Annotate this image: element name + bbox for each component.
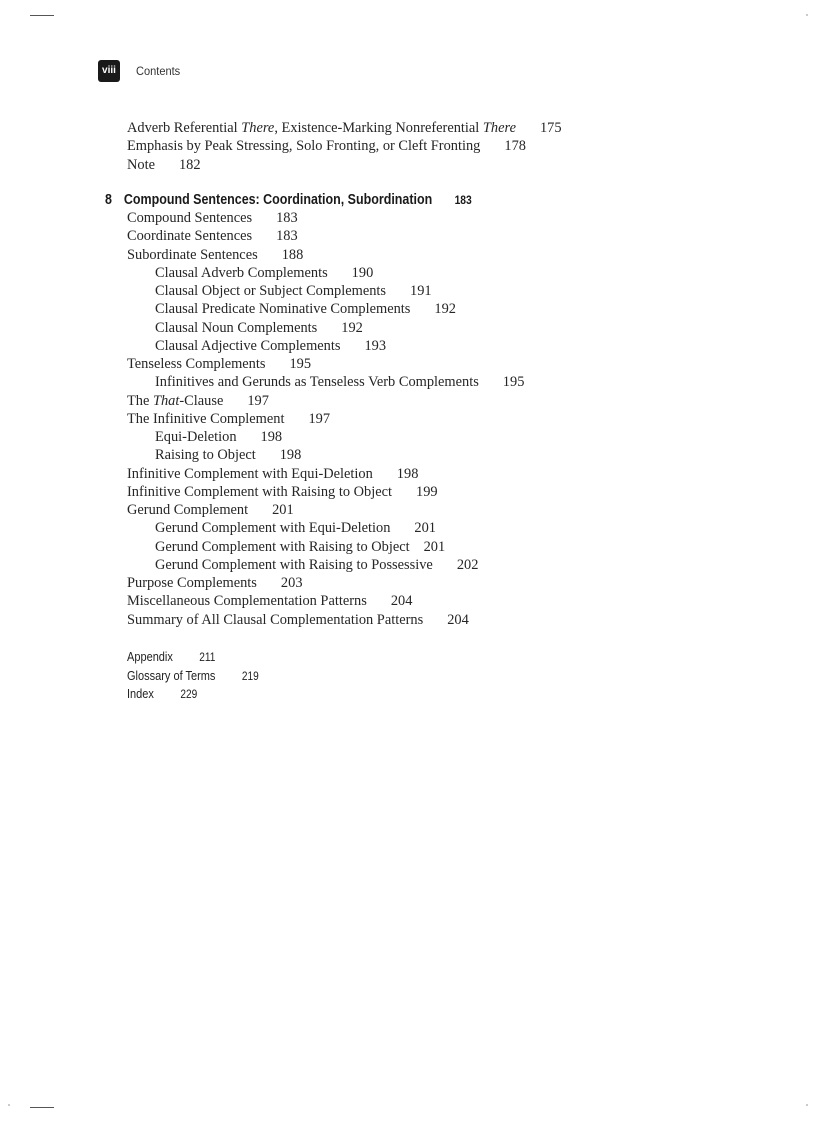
toc-entry[interactable] [155,337,386,355]
toc-entry-page: 197 [247,392,269,409]
toc-entry-title: Miscellaneous Complementation Patterns [127,593,367,610]
toc-entry[interactable] [155,428,282,446]
back-matter-entry[interactable] [127,685,197,704]
toc-entry-title: Raising to Object [155,447,256,464]
back-matter-entry[interactable] [127,667,259,686]
toc-entry-title: Purpose Complements [127,575,257,591]
toc-entry[interactable] [155,538,445,556]
toc-entry[interactable] [127,483,438,501]
toc-entry[interactable] [127,592,412,610]
toc-entry-page: 202 [456,556,479,573]
back-matter-title: Index [127,687,154,701]
toc-entry-title: Clausal Predicate Nominative Complements [155,301,411,318]
back-matter-entry[interactable] [127,648,215,667]
back-matter-page: 211 [199,652,216,664]
toc-entry-page: 190 [351,264,374,281]
toc-entry-title: Infinitive Complement with Raising to Object [127,483,392,500]
toc-entry-page: 197 [308,410,331,427]
registration-dot [806,14,808,16]
registration-dot [806,1104,808,1106]
toc-entry-page: 203 [280,575,303,591]
toc-entry-title: The Infinitive Complement [127,410,285,427]
toc-entry[interactable] [127,355,311,373]
toc-entry-page: 175 [539,120,562,136]
toc-entry-title: The That-Clause [127,392,224,409]
toc-entry-title: Gerund Complement with Raising to Possessive [155,556,433,573]
back-matter-page: 219 [241,670,259,683]
toc-entry-page: 199 [416,483,438,500]
toc-entry[interactable] [127,574,303,592]
toc-entry-page: 188 [281,246,304,263]
toc-entry-title: Adverb Referential There, Existence-Marking Nonreferential There [127,120,516,136]
toc-entry-title: Gerund Complement with Raising to Object [155,538,410,555]
toc-entry-title: Clausal Noun Complements [155,319,318,336]
toc-entry-page: 198 [396,465,419,482]
toc-entry-title: Summary of All Clausal Complementation Patterns [127,611,424,628]
chapter-heading[interactable] [105,191,472,209]
toc-entry[interactable] [155,300,456,318]
toc-entry-page: 198 [279,447,302,464]
toc-entry-title: Clausal Object or Subject Complements [155,283,387,299]
toc-entry-title: Clausal Adverb Complements [155,264,328,281]
toc-entry[interactable] [155,519,436,537]
toc-entry[interactable] [127,137,526,155]
toc-entry-page: 195 [289,356,312,372]
toc-entry-title: Tenseless Complements [127,356,266,372]
toc-entry-page: 192 [341,319,363,336]
toc-entry[interactable] [155,264,373,282]
toc-entry[interactable] [127,156,201,174]
registration-dot [8,1104,10,1106]
page-header [98,60,184,82]
toc-entry-page: 201 [414,520,436,537]
toc-entry-page: 191 [410,283,432,299]
toc-entry[interactable] [127,501,294,519]
crop-mark-bottom [30,1107,54,1108]
chapter-number: 8 [105,192,112,208]
toc-entry-title: Gerund Complement [127,502,249,518]
toc-entry-page: 201 [423,538,446,555]
toc-entry-page: 183 [276,210,298,226]
toc-entry-page: 183 [276,228,298,245]
toc-entry-page: 192 [434,301,456,318]
toc-entry-title: Compound Sentences [127,210,253,226]
toc-entry-title: Subordinate Sentences [127,246,258,263]
toc-entry[interactable] [127,611,469,629]
chapter-page: 183 [454,193,472,207]
toc-entry[interactable] [127,392,269,410]
back-matter-page: 229 [180,689,198,701]
toc-entry[interactable] [127,465,418,483]
toc-entry-title: Infinitive Complement with Equi-Deletion [127,465,373,482]
toc-entry-title: Emphasis by Peak Stressing, Solo Fronting, or Cleft Fronting [127,138,481,155]
toc-entry-page: 204 [447,611,469,628]
back-matter-title: Appendix [127,650,173,664]
toc-entry-title: Clausal Adjective Complements [155,337,341,354]
back-matter-title: Glossary of Terms [127,668,216,683]
toc-entry-page: 178 [504,138,526,155]
toc-entry[interactable] [127,246,303,264]
page-number-badge: viii [98,60,120,82]
toc-entry-page: 195 [502,374,525,391]
toc-entry-title: Coordinate Sentences [127,228,253,245]
toc-entry-page: 201 [272,502,294,518]
toc-entry-title: Gerund Complement with Equi-Deletion [155,520,391,537]
toc-entry-title: Equi-Deletion [155,429,237,445]
toc-entry[interactable] [127,227,298,245]
running-head: Contents [136,64,181,78]
toc-entry-page: 193 [364,337,387,354]
toc-entry[interactable] [155,556,478,574]
toc-entry[interactable] [127,410,330,428]
toc-entry-page: 198 [260,429,283,445]
toc-entry[interactable] [155,446,301,464]
crop-mark-top [30,15,54,16]
toc-entry[interactable] [155,319,363,337]
toc-entry-page: 182 [178,156,201,173]
toc-entry[interactable] [127,119,562,137]
toc-entry-title: Note [127,156,155,173]
toc-entry[interactable] [155,282,432,300]
toc-entry[interactable] [127,209,298,227]
toc-entry-page: 204 [390,593,413,610]
chapter-title: Compound Sentences: Coordination, Subordination [123,192,433,208]
toc-entry-title: Infinitives and Gerunds as Tenseless Verb Complements [155,374,479,391]
toc-entry[interactable] [155,373,524,391]
